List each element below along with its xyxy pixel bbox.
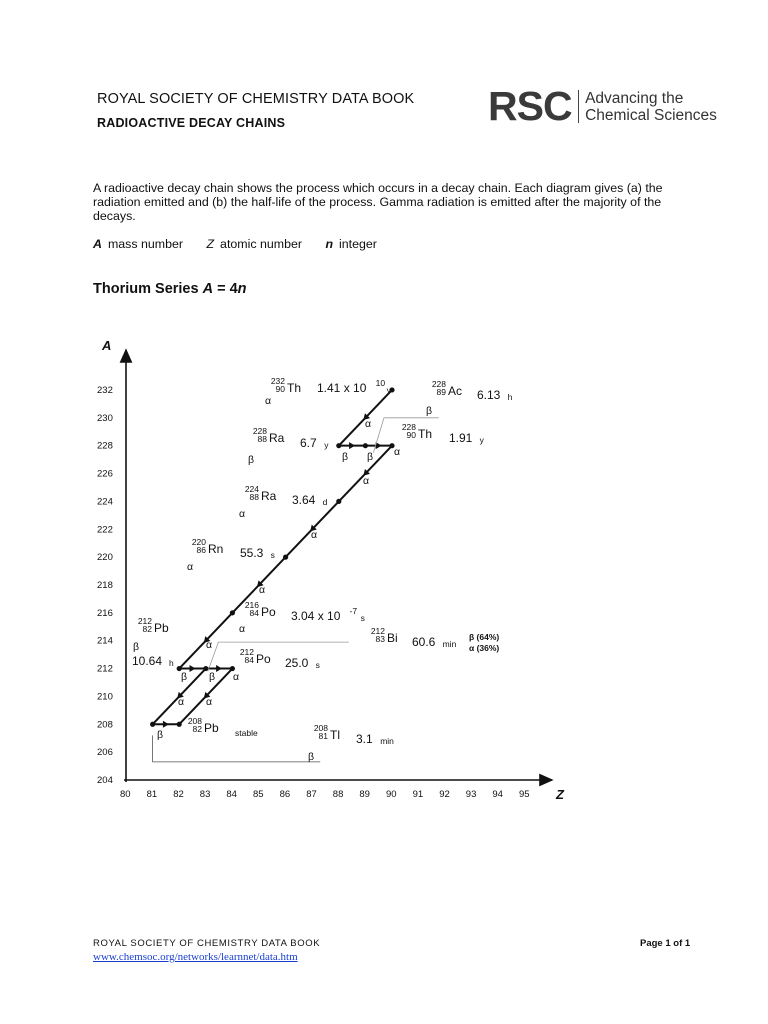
nuclide-point — [230, 610, 235, 615]
nuclide-point — [336, 499, 341, 504]
y-tick-label: 216 — [97, 607, 113, 619]
y-tick-label: 208 — [97, 719, 113, 731]
y-tick-label: 230 — [97, 412, 113, 424]
atomic-number: 82 — [192, 724, 202, 734]
atomic-number: 84 — [249, 608, 259, 618]
logo-tagline-line2: Chemical Sciences — [585, 106, 717, 124]
nuclide-pb208 — [188, 716, 219, 735]
decay-label: β — [367, 451, 374, 463]
key-symbol: A — [93, 237, 102, 251]
po216-unit: s — [360, 613, 365, 623]
mass-number: 208 — [313, 723, 328, 733]
decay-label: β — [342, 451, 349, 463]
th228-halflife: 1.91 — [449, 431, 473, 445]
atomic-number: 90 — [406, 430, 416, 440]
radiation-pb212: β — [133, 641, 140, 653]
decay-label: α — [365, 418, 372, 430]
th232-halflife: 1.41 x 10 — [317, 381, 367, 395]
x-tick-label: 93 — [465, 789, 477, 800]
rn220-halflife: 55.3 — [240, 546, 264, 560]
x-tick-label: 89 — [359, 789, 370, 800]
radiation-ra224: α — [239, 508, 246, 520]
element-symbol: Ra — [269, 431, 285, 445]
nuclide-point — [150, 722, 155, 727]
mass-number: 216 — [244, 600, 259, 610]
po216-halflife: 3.04 x 10 — [291, 609, 341, 623]
key-label: integer — [339, 237, 377, 251]
nuclide-point — [177, 722, 182, 727]
y-tick-label: 220 — [97, 552, 113, 564]
bi212-halflife: 60.6 — [412, 635, 436, 649]
element-symbol: Rn — [208, 542, 224, 556]
atomic-number: 81 — [318, 731, 328, 741]
x-tick-label: 91 — [412, 789, 424, 800]
y-tick-label: 232 — [97, 384, 113, 396]
mass-number: 212 — [137, 616, 152, 626]
atomic-number: 90 — [275, 384, 285, 394]
bi212-unit: min — [442, 639, 457, 649]
beta-decay-pb212-arrowhead — [190, 665, 196, 672]
th232-unit: y — [386, 385, 391, 395]
key-symbol: Z — [206, 237, 215, 251]
decay-label: β — [181, 671, 188, 683]
y-tick-label: 224 — [97, 496, 113, 508]
x-tick-label: 85 — [253, 789, 264, 800]
element-symbol: Pb — [154, 621, 169, 635]
atomic-number: 89 — [436, 387, 446, 397]
mass-number: 228 — [431, 379, 446, 389]
tl208-unit: min — [380, 736, 394, 746]
x-tick-label: 94 — [492, 789, 503, 800]
x-tick-label: 88 — [332, 789, 344, 800]
y-tick-label: 214 — [97, 635, 113, 647]
intro-paragraph: A radioactive decay chain shows the process which occurs in a decay chain. Each diagram gives (a) the radiation emitted and (b) the half-life of the process. Gamma radiation is emitted after the majority of the decays. — [93, 181, 663, 224]
x-tick-label: 86 — [279, 789, 291, 800]
branch-alpha: α (36%) — [469, 643, 500, 653]
radiation-rn220: α — [187, 561, 194, 573]
pb208-stable: stable — [235, 728, 258, 738]
nuclide-th232 — [271, 376, 301, 395]
element-symbol: Ac — [448, 384, 463, 398]
mass-number: 228 — [252, 426, 267, 436]
rn220-unit: s — [270, 550, 275, 560]
pb212-unit: h — [169, 658, 174, 668]
ra228-unit: y — [324, 440, 329, 450]
series-title-eq: = 4 — [213, 281, 238, 297]
radiation-po216: α — [239, 623, 246, 635]
ac228-unit: h — [507, 392, 513, 402]
beta-decay-bi212-arrowhead — [216, 665, 222, 672]
decay-label: α — [206, 639, 213, 651]
po212-unit: s — [315, 660, 320, 670]
x-tick-label: 81 — [146, 789, 158, 800]
element-symbol: Po — [261, 605, 276, 619]
y-tick-label: 226 — [97, 468, 113, 480]
radiation-th232: α — [265, 395, 272, 407]
nuclide-ac228 — [432, 379, 462, 398]
key-symbol: n — [325, 237, 334, 251]
mass-number: 212 — [239, 647, 254, 657]
decay-label: α — [363, 475, 370, 487]
decay-label: α — [394, 446, 401, 458]
radiation-ac228: β — [426, 405, 433, 417]
series-title-n: n — [237, 281, 247, 297]
decay-label: β — [209, 671, 216, 683]
x-axis-label: Z — [556, 787, 564, 802]
ra224-unit: d — [322, 497, 328, 507]
atomic-number: 83 — [375, 634, 385, 644]
ac228-halflife: 6.13 — [477, 388, 501, 402]
y-axis-label: A — [102, 338, 112, 353]
nuclide-po212 — [240, 647, 271, 666]
element-symbol: Bi — [387, 631, 398, 645]
decay-label: α — [311, 529, 318, 541]
nuclide-point — [363, 443, 368, 448]
atomic-number: 88 — [257, 434, 267, 444]
footer-link[interactable]: www.chemsoc.org/networks/learnnet/data.htm — [93, 951, 298, 963]
series-title-prefix: Thorium Series — [93, 281, 203, 297]
decay-label: α — [259, 584, 266, 596]
decay-label: α — [206, 696, 213, 708]
po216-exponent: -7 — [349, 606, 358, 616]
document-subtitle: RADIOACTIVE DECAY CHAINS — [97, 116, 286, 130]
atomic-number: 84 — [244, 655, 254, 665]
nuclide-bi212 — [371, 626, 398, 645]
decay-label: β — [157, 729, 164, 741]
element-symbol: Th — [418, 427, 433, 441]
x-tick-label: 92 — [439, 789, 450, 800]
y-tick-label: 218 — [97, 579, 113, 591]
y-tick-label: 222 — [97, 524, 113, 536]
y-tick-label: 228 — [97, 440, 113, 452]
x-tick-label: 87 — [306, 789, 317, 800]
y-tick-label: 210 — [97, 691, 113, 703]
po212-halflife: 25.0 — [285, 656, 309, 670]
decay-label: α — [233, 671, 240, 683]
nuclide-ra228 — [253, 426, 285, 445]
mass-number: 232 — [270, 376, 285, 386]
leader-line-tl208 — [153, 735, 321, 761]
ra224-halflife: 3.64 — [292, 493, 316, 507]
x-tick-label: 83 — [199, 789, 211, 800]
mass-number: 228 — [401, 422, 416, 432]
leader-line-bi212 — [208, 642, 349, 671]
x-tick-label: 90 — [386, 789, 397, 800]
radiation-ra228: β — [248, 454, 255, 466]
x-tick-label: 95 — [519, 789, 530, 800]
beta-decay-ra228-arrowhead — [349, 442, 355, 449]
nuclide-point — [336, 443, 341, 448]
logo-tagline-line1: Advancing the — [585, 89, 684, 107]
rsc-logo-mark: RSC — [488, 83, 572, 129]
ra228-halflife: 6.7 — [300, 436, 317, 450]
x-tick-label: 84 — [226, 789, 237, 800]
y-tick-label: 204 — [97, 775, 113, 786]
key-label: atomic number — [220, 237, 302, 251]
mass-number: 224 — [244, 484, 259, 494]
decay-label: α — [178, 696, 185, 708]
nuclide-po216 — [245, 600, 276, 619]
y-tick-label: 212 — [97, 663, 113, 675]
x-tick-label: 80 — [120, 789, 131, 800]
y-tick-label: 206 — [97, 747, 113, 759]
element-symbol: Ra — [261, 489, 277, 503]
th228-unit: y — [479, 435, 484, 445]
tl208-halflife: 3.1 — [356, 732, 373, 746]
element-symbol: Po — [256, 652, 271, 666]
nuclide-tl208 — [314, 723, 340, 742]
branch-beta: β (64%) — [469, 632, 500, 642]
pb212-halflife: 10.64 — [132, 654, 163, 668]
beta-decay-tl208-arrowhead — [163, 721, 169, 728]
element-symbol: Tl — [330, 728, 340, 742]
nuclide-ra224 — [245, 484, 277, 503]
series-title-A: A — [202, 281, 214, 297]
radiation-tl208: β — [308, 751, 315, 763]
key-label: mass number — [107, 237, 184, 251]
atomic-number: 88 — [249, 492, 259, 502]
atomic-number: 82 — [142, 624, 152, 634]
document-title: ROYAL SOCIETY OF CHEMISTRY DATA BOOK — [97, 91, 415, 107]
element-symbol: Pb — [204, 721, 219, 735]
element-symbol: Th — [287, 381, 302, 395]
th232-exponent: 10 — [375, 378, 386, 388]
atomic-number: 86 — [196, 545, 206, 555]
mass-number: 220 — [191, 537, 206, 547]
mass-number: 212 — [370, 626, 385, 636]
nuclide-point — [283, 555, 288, 560]
x-tick-label: 82 — [173, 789, 184, 800]
nuclide-point — [203, 666, 208, 671]
nuclide-th228 — [402, 422, 432, 441]
nuclide-rn220 — [192, 537, 224, 556]
page-number: Page 1 of 1 — [640, 938, 691, 949]
footer-title: ROYAL SOCIETY OF CHEMISTRY DATA BOOK — [93, 938, 321, 949]
nuclide-pb212 — [138, 616, 169, 635]
mass-number: 208 — [187, 716, 202, 726]
